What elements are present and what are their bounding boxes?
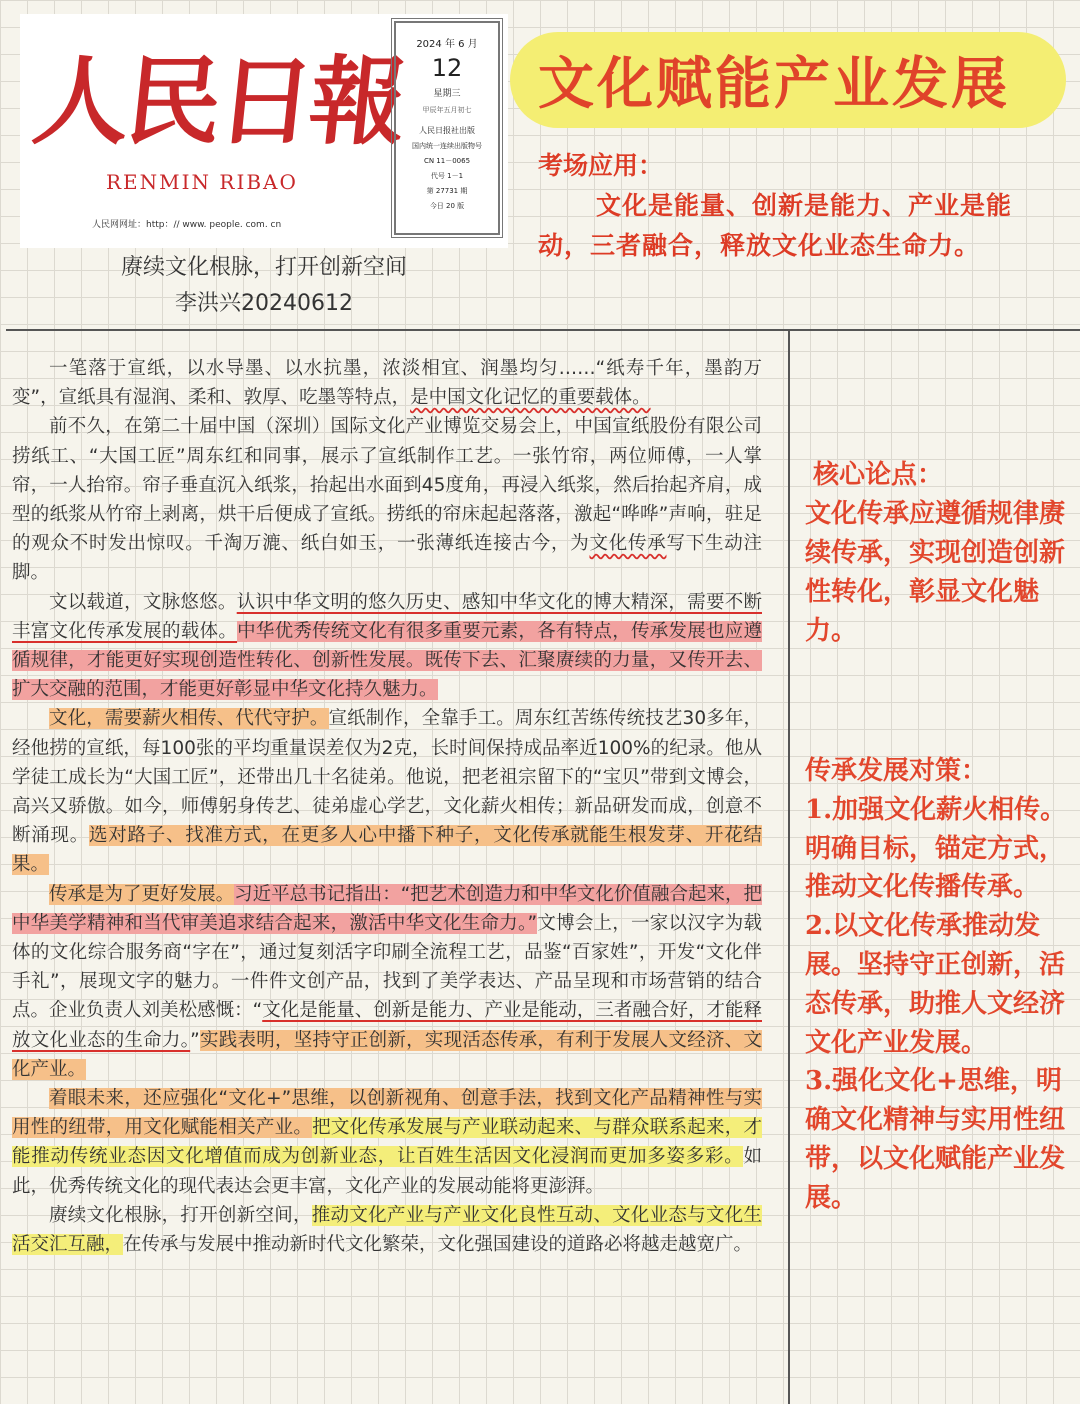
article-paragraph [12, 588, 762, 705]
article-marked-text: 认识中华文明的悠久历史、感知中华文化的博大精深，需要不断丰富文化传承发展的载体。 [12, 591, 762, 642]
masthead-website: 人民网网址：http：// www. people. com. cn [92, 220, 282, 230]
article-paragraph [12, 1084, 762, 1201]
article-marked-text: 传承是为了更好发展。 [49, 883, 235, 905]
article-marked-text: 中华优秀传统文化有很多重要元素，各有特点，传承发展也应遵循规律，才能更好实现创造性转化、创新性发展。既传下去、汇聚赓续的力量，又传开去、扩大交融的范围，才能更好彰显中华文化持久魅力。 [12, 620, 762, 701]
article-marked-text: 习近平总书记指出：“把艺术创造力和中华文化价值融合起来，把中华美学精神和当代审美追求结合起来，激活中华文化生命力。” [12, 883, 762, 934]
masthead-title: 人民日報 [28, 45, 408, 158]
strategies-note [805, 752, 1075, 1218]
strategy-item: 1.加强文化薪火相传。明确目标，锚定方式，推动文化传播传承。 [805, 794, 1067, 903]
core-argument-body: 文化传承应遵循规律赓续传承，实现创造创新性转化，彰显文化魅力。 [805, 499, 1066, 646]
article-marked-text: 实践表明，坚持守正创新，实现活态传承，有利于发展人文经济、文化产业。 [12, 1029, 762, 1080]
article-headline [20, 250, 508, 322]
article-marked-text: 推动文化产业与产业文化良性互动、文化业态与文化生活交汇互融， [12, 1204, 762, 1256]
core-argument-note [805, 456, 1075, 651]
core-argument-label: 核心论点： [813, 460, 944, 490]
article-byline: 李洪兴20240612 [175, 291, 353, 316]
horizontal-divider [6, 329, 1080, 331]
exam-application-body: 文化是能量、创新是能力、产业是能动，三者融合，释放文化业态生命力。 [538, 191, 1013, 260]
article-marked-text: 文化是能量、创新是能力、产业是能动，三者融合好，才能释放文化业态的生命力。 [12, 1000, 762, 1051]
article-text: 赓续文化根脉，打开创新空间， [49, 1204, 312, 1226]
topic-title: 文化赋能产业发展 [538, 51, 1010, 117]
article-marked-text: 是中国文化记忆的重要载体。 [410, 387, 651, 409]
article-body [12, 354, 762, 1259]
article-paragraph [12, 704, 762, 879]
article-text: 文博会上，一家以汉字为载体的文化综合服务商“字在”，通过复刻活字印刷全流程工艺，品鉴“百家姓”，开发“文化伴手礼”，展现文字的魅力。一件件文创产品，找到了美学表达、产品呈现和市场营销的结合点。企业负责人刘美松感慨：“ [12, 912, 762, 1022]
strategy-item: 3.强化文化+思维，明确文化精神与实用性纽带，以文化赋能产业发展。 [805, 1066, 1066, 1213]
issue-number: 第 27731 期 [426, 187, 468, 195]
article-marked-text: 选对路子、找准方式，在更多人心中播下种子，文化传承就能生根发芽、开花结果。 [12, 825, 762, 876]
strategies-label: 传承发展对策： [805, 756, 988, 786]
issue-day: 12 [431, 54, 463, 82]
issue-publisher: 人民日报社出版 [419, 126, 475, 135]
article-paragraph [12, 412, 762, 587]
article-text: 一笔落于宣纸，以水导墨、以水抗墨，浓淡相宜、润墨均匀……“纸寿千年，墨韵万变”，宣纸具有湿润、柔和、敦厚、吃墨等特点， [12, 358, 762, 409]
article-text: ” [190, 1029, 200, 1051]
exam-application-label: 考场应用： [538, 151, 664, 180]
article-title: 赓续文化根脉，打开创新空间 [120, 255, 407, 280]
newspaper-masthead [20, 14, 508, 248]
masthead-pinyin: RENMIN RIBAO [106, 170, 298, 194]
article-text: 写下生动注脚。 [12, 533, 762, 584]
issue-weekday: 星期三 [433, 89, 461, 99]
article-text: 前不久，在第二十届中国（深圳）国际文化产业博览交易会上，中国宣纸股份有限公司捞纸工、“大国工匠”周东红和同事，展示了宣纸制作工艺。一张竹帘，两位师傅，一人掌帘，一人抬帘。帘子垂直沉入纸浆，抬起出水面到45度角，再浸入纸浆，然后抬起齐肩，成型的纸浆从竹帘上剥离，烘干后便成了宣纸。捞纸的帘床起起落落，激起“哗哗”声响，驻足的观众不时发出惊叹。千淘万漉、纸白如玉，一张薄纸连接古今，为 [12, 416, 762, 555]
article-text: 在传承与发展中推动新时代文化繁荣，文化强国建设的道路必将越走越宽广。 [123, 1234, 753, 1256]
strategy-item: 2.以文化传承推动发展。坚持守正创新，活态传承，助推人文经济文化产业发展。 [805, 911, 1066, 1058]
exam-application-note [538, 146, 1018, 266]
article-paragraph [12, 880, 762, 1084]
article-text: 宣纸制作，全靠手工。周东红苦练传统技艺30多年，经他捞的宣纸，每100张的平均重量误差仅为2克，长时间保持成品率近100%的纪录。他从学徒工成长为“大国工匠”，还带出几十名徒弟。他说，把老祖宗留下的“宝贝”带到文博会，高兴又骄傲。如今，师傅躬身传艺、徒弟虚心学艺，文化薪火相传；新品研发而成，创意不断涌现。 [12, 708, 762, 847]
article-marked-text: 文化，需要薪火相传、代代守护。 [49, 708, 329, 730]
article-paragraph [12, 1201, 762, 1259]
vertical-divider [788, 331, 790, 1404]
issue-pages: 今日 20 版 [429, 202, 465, 210]
article-text: 文以载道，文脉悠悠。 [49, 591, 237, 613]
issue-code: 代号 1－1 [430, 172, 464, 180]
article-text: 如此，优秀传统文化的现代表达会更丰富，文化产业的发展动能将更澎湃。 [12, 1146, 762, 1197]
issue-info-box [394, 21, 500, 235]
issue-lunar-date: 甲辰年五月初七 [422, 106, 472, 114]
issue-year-month: 2024 年 6 月 [416, 39, 478, 50]
article-marked-text: 文化传承 [589, 533, 667, 555]
article-marked-text: 把文化传承发展与产业联动起来、与群众联系起来，才能推动传统业态因文化增值而成为创新业态，让百姓生活因文化浸润而更加多姿多彩。 [12, 1117, 762, 1168]
issue-serial-label: 国内统一连续出版物号 [412, 142, 482, 150]
article-paragraph [12, 354, 762, 412]
issue-cn: CN 11－0065 [423, 157, 471, 165]
article-marked-text: 着眼未来，还应强化“文化+”思维，以创新视角、创意手法，找到文化产品精神性与实用性的纽带，用文化赋能相关产业。 [12, 1088, 762, 1139]
